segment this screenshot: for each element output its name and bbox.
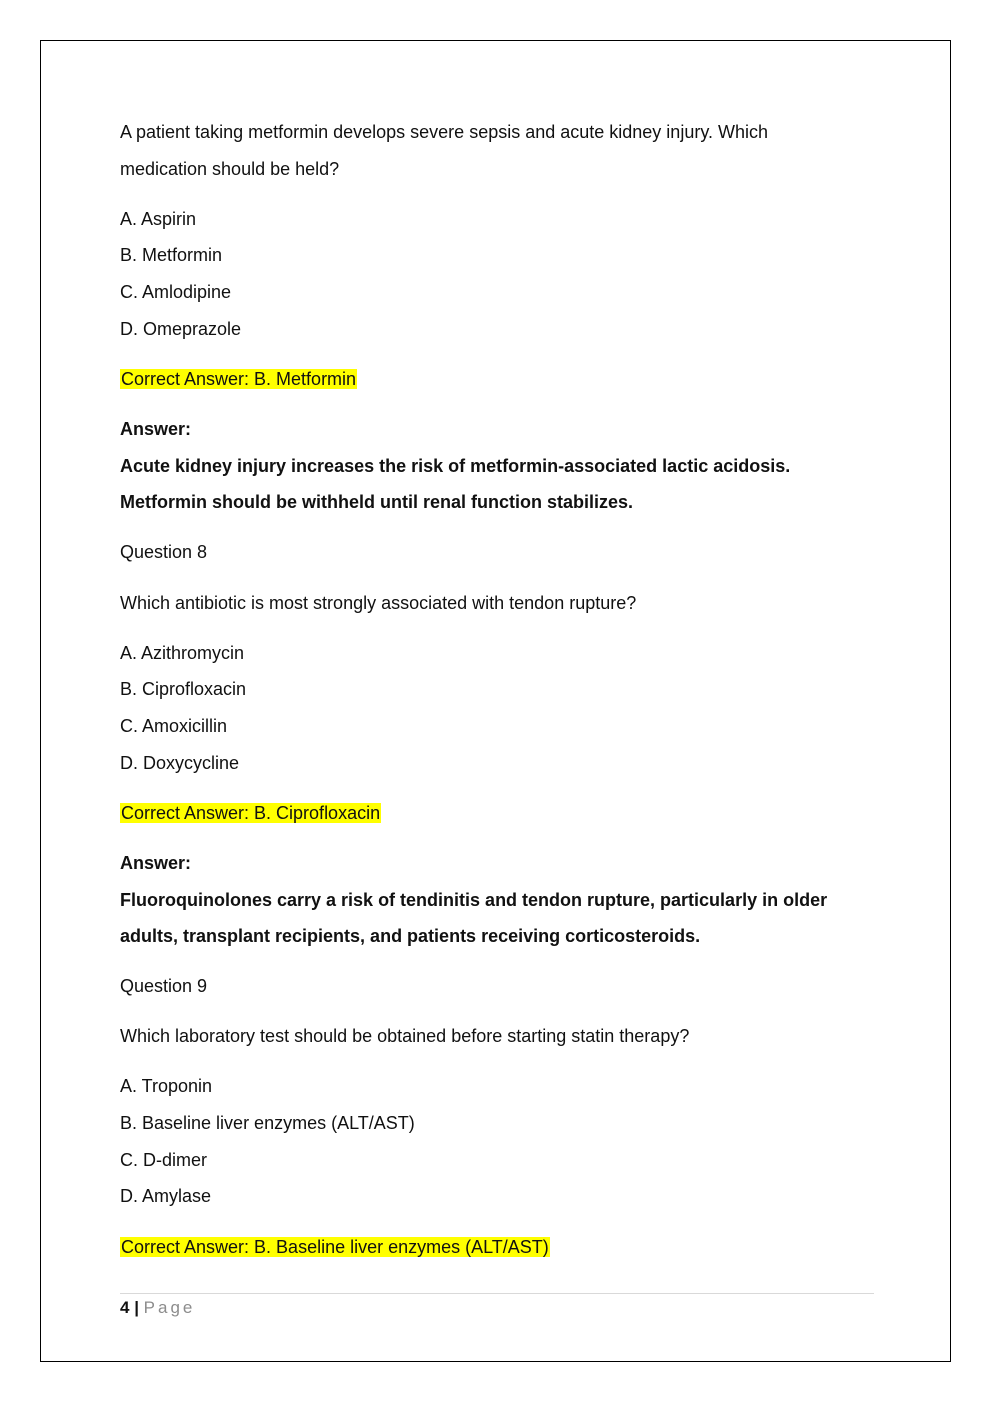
option-c: C. D-dimer [120,1149,208,1170]
option-b: B. Ciprofloxacin [120,679,247,700]
page-content [120,114,880,1265]
explanation-line: Fluoroquinolones carry a risk of tendinitis and tendon rupture, particularly in older [120,889,828,910]
option-b: B. Baseline liver enzymes (ALT/AST) [120,1113,415,1134]
answer-label: Answer: [120,418,192,439]
page-separator: | [129,1298,144,1317]
answer-label: Answer: [120,852,192,873]
option-c: C. Amoxicillin [120,715,228,736]
option-a: A. Troponin [120,1076,213,1097]
question-heading: Question 9 [120,976,208,997]
option-c: C. Amlodipine [120,282,232,303]
correct-answer-highlight: Correct Answer: B. Metformin [121,368,357,389]
page-footer [120,1296,195,1320]
question-text: Which antibiotic is most strongly associated with tendon rupture? [120,592,637,613]
option-a: A. Azithromycin [120,642,245,663]
page-label: Page [143,1298,196,1317]
page-number: 4 [120,1298,130,1317]
option-a: A. Aspirin [120,208,197,229]
option-d: D. Omeprazole [120,318,242,339]
question-text: Which laboratory test should be obtained before starting statin therapy? [120,1026,690,1047]
explanation-line: adults, transplant recipients, and patients receiving corticosteroids. [120,926,701,947]
footer-divider [120,1293,874,1294]
correct-answer-highlight: Correct Answer: B. Ciprofloxacin [121,802,381,823]
correct-answer [120,795,880,832]
option-b: B. Metformin [120,245,223,266]
option-d: D. Amylase [120,1186,212,1207]
explanation-line: Acute kidney injury increases the risk of metformin-associated lactic acidosis. [120,455,791,476]
question-heading: Question 8 [120,542,208,563]
correct-answer [120,1229,880,1266]
option-d: D. Doxycycline [120,752,240,773]
question-text-line: A patient taking metformin develops severe sepsis and acute kidney injury. Which [120,122,768,142]
question-text-line: medication should be held? [120,158,340,179]
correct-answer-highlight: Correct Answer: B. Baseline liver enzymes (ALT/AST) [121,1236,549,1257]
correct-answer [120,361,880,398]
explanation-line: Metformin should be withheld until renal function stabilizes. [120,492,634,513]
